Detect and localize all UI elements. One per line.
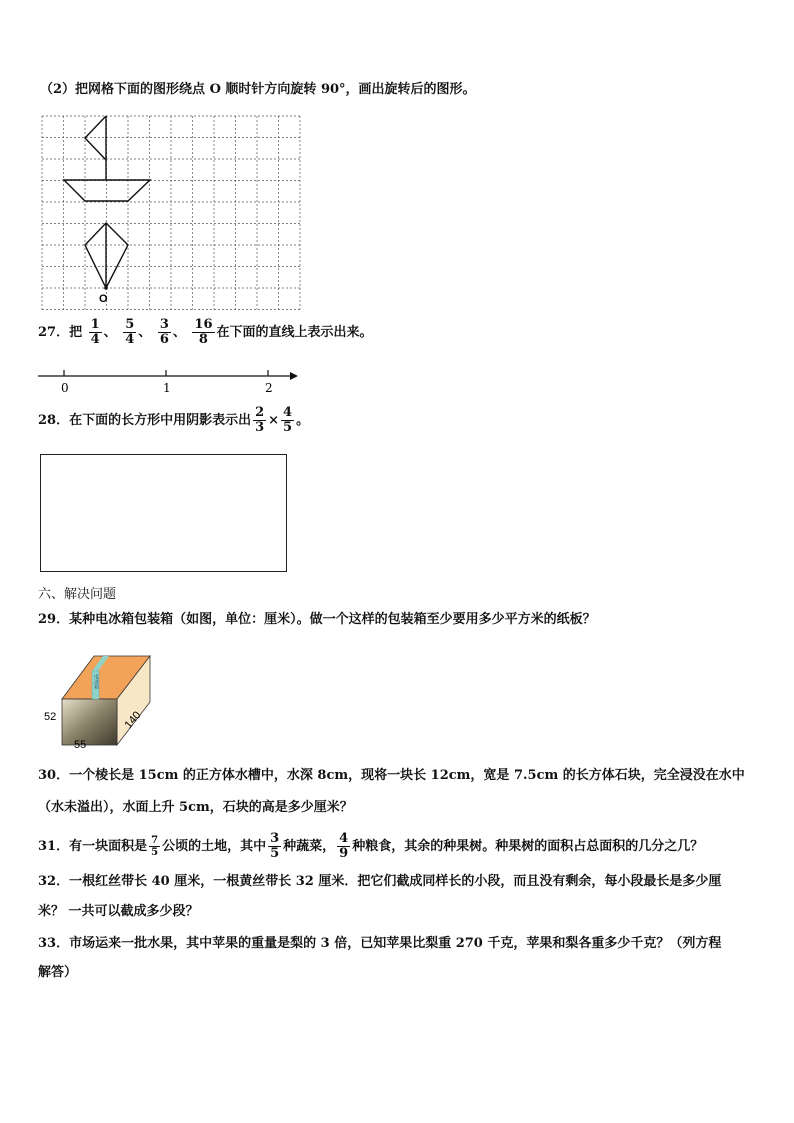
- point-o-label: O: [99, 293, 108, 305]
- q27-sep: 、: [138, 325, 152, 340]
- section-heading: 六、解决问题: [38, 587, 117, 602]
- tick-label-1: 1: [163, 381, 171, 395]
- q28-fraction-1: $\frac{2}{3}$: [255, 405, 265, 435]
- times-sign: ×: [268, 413, 280, 428]
- q31-prefix: 31．有一块面积是: [38, 839, 148, 854]
- q31-suffix: 种粮食，其余的种果树。种果树的面积占总面积的几分之几？: [352, 839, 704, 854]
- dim-width: 55: [74, 739, 87, 751]
- q27-prefix: 27．把: [38, 325, 83, 340]
- number-line: [36, 366, 306, 398]
- q31-fraction-2: $\frac{3}{5}$: [270, 831, 280, 861]
- shading-rectangle[interactable]: [40, 454, 287, 572]
- ship-flag: [85, 116, 106, 160]
- rotation-grid: [40, 114, 302, 314]
- q33-line-1: 33．市场运来一批水果，其中苹果的重量是梨的 3 倍，已知苹果比梨重 270 千克，苹果和梨各重多少千克？（列方程: [38, 936, 722, 951]
- refrigerator-box-figure: [40, 652, 160, 752]
- q31-fraction-1: $\frac{7}{5}$: [151, 835, 159, 858]
- arrow-right-icon: [290, 372, 298, 380]
- box-front: [62, 699, 117, 745]
- q31-mid-1: 公顷的土地，其中: [162, 839, 267, 854]
- dim-height: 52: [44, 711, 57, 723]
- q32-line-1: 32．一根红丝带长 40 厘米，一根黄丝带长 32 厘米．把它们截成同样长的小段，而且没有剩余，每小段最长是多少厘: [38, 874, 722, 889]
- q27-suffix: 在下面的直线上表示出来。: [216, 325, 373, 340]
- box-label-text: 电冰箱: [93, 674, 99, 689]
- q26-instruction: （2）把网格下面的图形绕点 O 顺时针方向旋转 90°，画出旋转后的图形。: [40, 82, 476, 97]
- dim-length: 140: [122, 709, 144, 731]
- q27-fraction-1: $\frac{1}{4}$: [90, 317, 100, 347]
- q27-fraction-2: $\frac{5}{4}$: [125, 317, 135, 347]
- q28-prefix: 28．在下面的长方形中用阴影表示出: [38, 413, 252, 428]
- q31-mid-2: 种蔬菜，: [283, 839, 336, 854]
- q31-question: [38, 832, 703, 861]
- point-o: [104, 286, 108, 290]
- q28-question: [38, 406, 309, 435]
- ship-hull: [64, 180, 150, 201]
- q27-sep: 、: [172, 325, 186, 340]
- tick-label-0: 0: [61, 381, 69, 395]
- q30-line-1: 30．一个棱长是 15cm 的正方体水槽中，水深 8cm，现将一块长 12cm，宽是 7.5cm 的长方体石块，完全浸没在水中: [38, 768, 745, 783]
- q28-fraction-2: $\frac{4}{5}$: [283, 405, 293, 435]
- q27-fraction-3: $\frac{3}{6}$: [159, 317, 169, 347]
- q31-fraction-3: $\frac{4}{9}$: [339, 831, 349, 861]
- q32-line-2: 米？ 一共可以截成多少段？: [38, 904, 199, 919]
- tick-label-2: 2: [265, 381, 273, 395]
- q30-line-2: （水未溢出），水面上升 5cm，石块的高是多少厘米？: [38, 800, 353, 815]
- q29-question: 29．某种电冰箱包装箱（如图，单位：厘米）。做一个这样的包装箱至少要用多少平方米的纸板？: [38, 612, 596, 627]
- q27-sep: 、: [103, 325, 117, 340]
- q27-question: [38, 318, 373, 347]
- q33-line-2: 解答）: [38, 965, 78, 980]
- q27-fraction-4: $\frac{16}{8}$: [194, 317, 213, 347]
- q28-suffix: 。: [296, 413, 310, 428]
